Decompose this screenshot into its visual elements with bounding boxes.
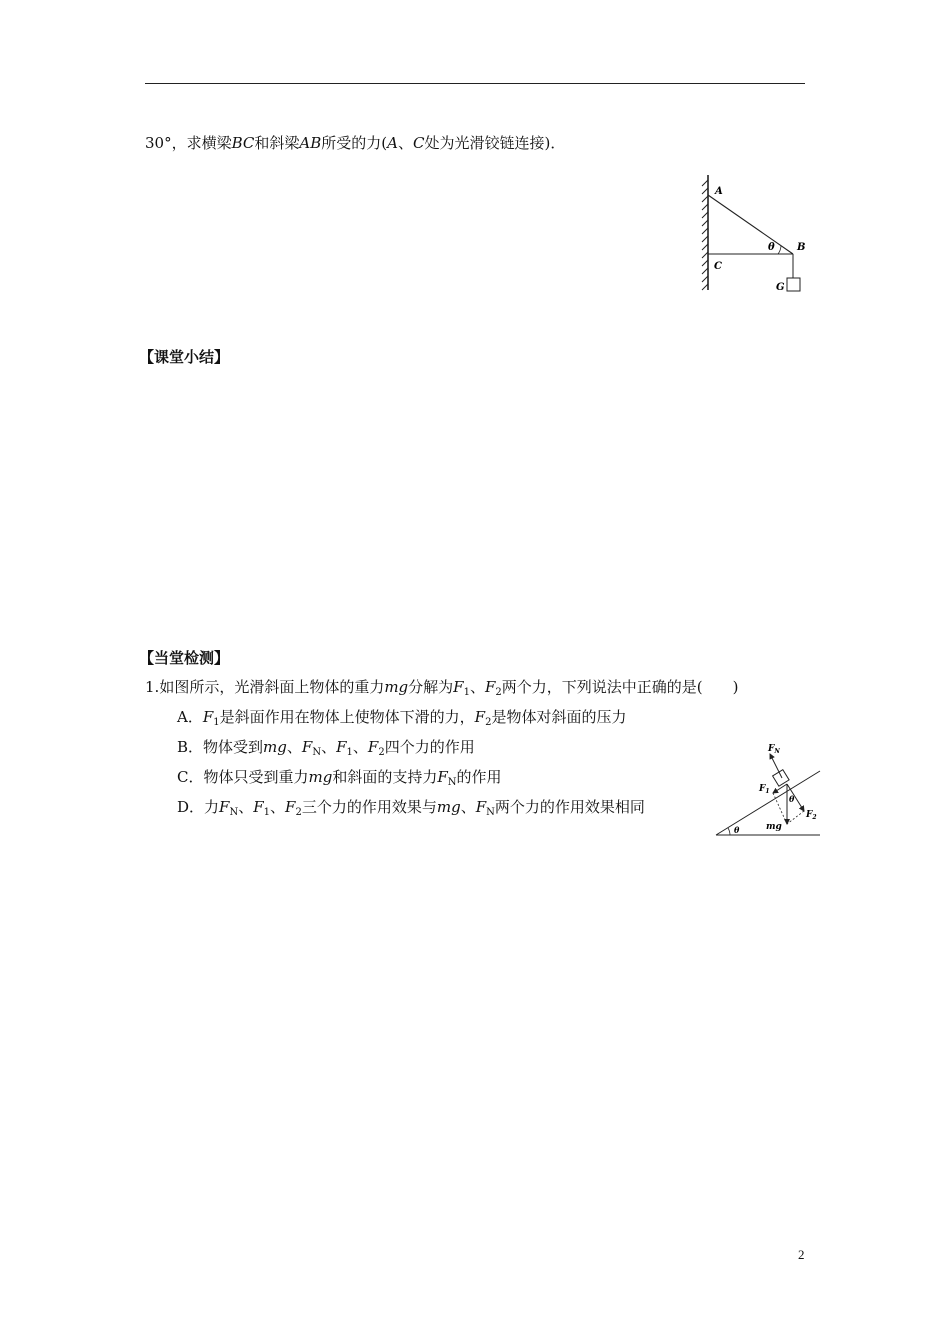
label-c: C xyxy=(714,261,722,272)
angle-arc xyxy=(778,246,781,254)
option-a: A．$F_1$是斜面作用在物体上使物体下滑的力，$F_2$是物体对斜面的压力 xyxy=(177,708,627,728)
label-g: G xyxy=(776,282,785,293)
incline-angle-arc xyxy=(728,828,730,835)
label-theta-block: θ xyxy=(789,794,795,804)
label-fn: $F_N$ xyxy=(768,744,780,755)
option-d: D．力$F_N$、$F_1$、$F_2$三个力的作用效果与mg、$F_N$两个力的作用效果相同 xyxy=(177,798,645,818)
label-theta: θ xyxy=(768,242,775,253)
label-b: B xyxy=(797,242,806,253)
label-mg: mg xyxy=(766,822,782,832)
beam-ab xyxy=(708,195,793,254)
header-rule xyxy=(145,83,805,84)
option-b: B．物体受到mg、$F_N$、$F_1$、$F_2$四个力的作用 xyxy=(177,738,475,758)
dashed-f1 xyxy=(773,793,787,824)
option-c: C．物体只受到重力mg和斜面的支持力$F_N$的作用 xyxy=(177,768,502,788)
label-theta-ground: θ xyxy=(734,825,740,835)
page-number: 2 xyxy=(798,1247,805,1262)
dashed-f2 xyxy=(787,811,804,824)
section-test: 【当堂检测】 xyxy=(139,649,230,667)
label-f2: $F_2$ xyxy=(806,810,817,821)
beam-diagram xyxy=(690,170,820,295)
label-f1: $F_1$ xyxy=(759,784,770,795)
wall-hatching xyxy=(702,175,708,290)
label-a: A xyxy=(715,186,723,197)
problem-continuation: 30°，求横梁BC和斜梁AB所受的力(A、C处为光滑铰链连接)． xyxy=(145,134,566,152)
weight-block xyxy=(787,278,800,291)
incline-diagram xyxy=(712,738,824,840)
question-1: 1.如图所示，光滑斜面上物体的重力mg分解为$F_1$、$F_2$两个力，下列说法中正确的是( ) xyxy=(145,678,739,698)
section-summary: 【课堂小结】 xyxy=(139,348,230,366)
